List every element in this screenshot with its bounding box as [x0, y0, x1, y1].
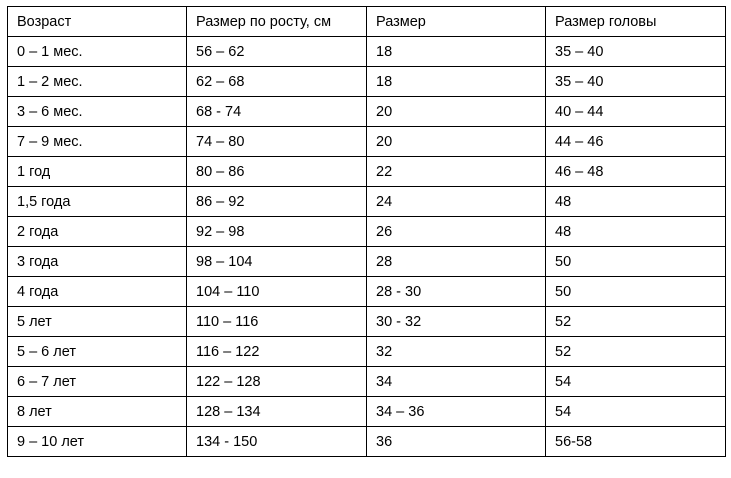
head-size-cell: 48 — [546, 187, 726, 217]
size-cell: 18 — [367, 67, 546, 97]
head-size-cell: 50 — [546, 277, 726, 307]
table-row — [8, 367, 726, 397]
head-size-cell: 52 — [546, 337, 726, 367]
header-height-size: Размер по росту, см — [187, 7, 367, 37]
age-cell: 3 года — [8, 247, 187, 277]
table-row — [8, 307, 726, 337]
height-size-cell: 62 – 68 — [187, 67, 367, 97]
age-cell: 5 лет — [8, 307, 187, 337]
table-row — [8, 157, 726, 187]
head-size-cell: 52 — [546, 307, 726, 337]
head-size-cell: 35 – 40 — [546, 37, 726, 67]
header-age: Возраст — [8, 7, 187, 37]
head-size-cell: 54 — [546, 397, 726, 427]
age-cell: 9 – 10 лет — [8, 427, 187, 457]
size-cell: 22 — [367, 157, 546, 187]
table-body — [8, 7, 726, 457]
head-size-cell: 48 — [546, 217, 726, 247]
age-cell: 5 – 6 лет — [8, 337, 187, 367]
head-size-cell: 44 – 46 — [546, 127, 726, 157]
height-size-cell: 98 – 104 — [187, 247, 367, 277]
size-chart-table — [7, 6, 726, 457]
size-cell: 30 - 32 — [367, 307, 546, 337]
size-cell: 26 — [367, 217, 546, 247]
age-cell: 6 – 7 лет — [8, 367, 187, 397]
header-head-size: Размер головы — [546, 7, 726, 37]
size-cell: 20 — [367, 97, 546, 127]
table-row — [8, 217, 726, 247]
header-size: Размер — [367, 7, 546, 37]
table-row — [8, 247, 726, 277]
head-size-cell: 56-58 — [546, 427, 726, 457]
height-size-cell: 134 - 150 — [187, 427, 367, 457]
table-row — [8, 37, 726, 67]
table-row — [8, 337, 726, 367]
head-size-cell: 46 – 48 — [546, 157, 726, 187]
age-cell: 1,5 года — [8, 187, 187, 217]
head-size-cell: 50 — [546, 247, 726, 277]
size-cell: 34 – 36 — [367, 397, 546, 427]
height-size-cell: 92 – 98 — [187, 217, 367, 247]
height-size-cell: 74 – 80 — [187, 127, 367, 157]
size-cell: 28 — [367, 247, 546, 277]
table-row — [8, 127, 726, 157]
height-size-cell: 104 – 110 — [187, 277, 367, 307]
age-cell: 2 года — [8, 217, 187, 247]
height-size-cell: 56 – 62 — [187, 37, 367, 67]
age-cell: 7 – 9 мес. — [8, 127, 187, 157]
table-header-row — [8, 7, 726, 37]
head-size-cell: 54 — [546, 367, 726, 397]
age-cell: 1 год — [8, 157, 187, 187]
height-size-cell: 68 - 74 — [187, 97, 367, 127]
table-row — [8, 277, 726, 307]
size-cell: 18 — [367, 37, 546, 67]
size-cell: 34 — [367, 367, 546, 397]
age-cell: 1 – 2 мес. — [8, 67, 187, 97]
table-row — [8, 397, 726, 427]
age-cell: 4 года — [8, 277, 187, 307]
head-size-cell: 35 – 40 — [546, 67, 726, 97]
table-row — [8, 97, 726, 127]
head-size-cell: 40 – 44 — [546, 97, 726, 127]
size-cell: 28 - 30 — [367, 277, 546, 307]
age-cell: 3 – 6 мес. — [8, 97, 187, 127]
size-cell: 36 — [367, 427, 546, 457]
age-cell: 0 – 1 мес. — [8, 37, 187, 67]
age-cell: 8 лет — [8, 397, 187, 427]
height-size-cell: 128 – 134 — [187, 397, 367, 427]
height-size-cell: 86 – 92 — [187, 187, 367, 217]
size-cell: 20 — [367, 127, 546, 157]
height-size-cell: 122 – 128 — [187, 367, 367, 397]
height-size-cell: 116 – 122 — [187, 337, 367, 367]
height-size-cell: 80 – 86 — [187, 157, 367, 187]
height-size-cell: 110 – 116 — [187, 307, 367, 337]
size-cell: 24 — [367, 187, 546, 217]
table-row — [8, 67, 726, 97]
size-cell: 32 — [367, 337, 546, 367]
table-row — [8, 427, 726, 457]
table-row — [8, 187, 726, 217]
